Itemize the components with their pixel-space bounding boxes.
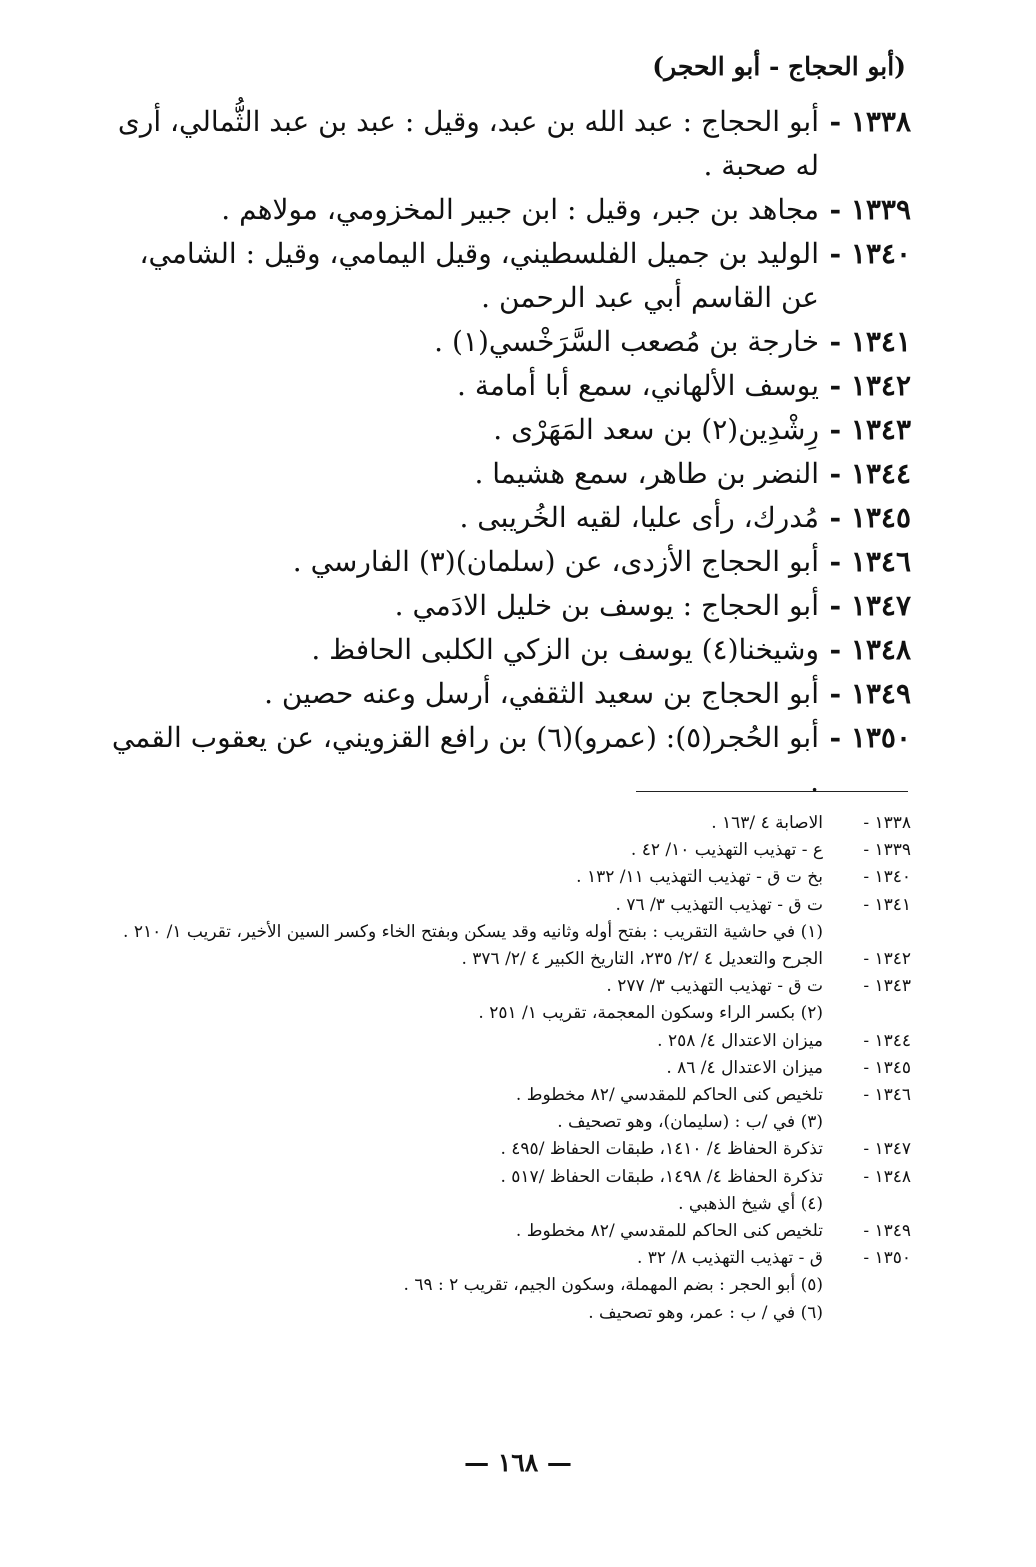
entry [111, 408, 911, 452]
entry [111, 540, 911, 584]
entry-text: خارجة بن مُصعب السَّرَخْسي(١) . [434, 325, 819, 358]
entry-text: يوسف الألهاني، سمع أبا أمامة . [457, 369, 819, 402]
reference-note [111, 946, 911, 973]
entry-text: مُدرك، رأى عليا، لقيه الخُريبى . [459, 501, 819, 534]
reference-number: ١٣٤٥ - [863, 1057, 911, 1078]
entry-text: النضر بن طاهر، سمع هشيما . [474, 457, 819, 490]
reference-number: ١٣٤١ - [863, 894, 911, 915]
reference-note [111, 810, 911, 837]
reference-number: ١٣٤٩ - [863, 1221, 911, 1242]
entry-number: ١٣٣٩ - [829, 193, 911, 226]
references-and-footnotes [111, 810, 911, 1327]
entry-text: الوليد بن جميل الفلسطيني، وقيل اليمامي، وقيل : الشامي، عن القاسم أبي عبد الرحمن . [139, 237, 819, 314]
reference-note [111, 1055, 911, 1082]
entry [111, 364, 911, 408]
reference-text: ميزان الاعتدال ٤/ ٨٦ . [666, 1057, 823, 1078]
biography-entries [111, 100, 911, 804]
reference-number: ١٣٤٧ - [863, 1139, 911, 1160]
running-header: (أبو الحجاج - أبو الحجر) [652, 52, 906, 81]
reference-number: ١٣٤٢ - [863, 949, 911, 970]
reference-text: ق - تهذيب التهذيب ٨/ ٣٢ . [636, 1248, 823, 1269]
entry-number: ١٣٥٠ - [829, 721, 911, 754]
entry [111, 584, 911, 628]
entry-text: أبو الحجاج : عبد الله بن عبد، وقيل : عبد بن عبد الثُّمالي، أرى له صحبة . [117, 105, 819, 182]
reference-text: تذكرة الحفاظ ٤/ ١٤١٠، طبقات الحفاظ /٤٩٥ . [500, 1139, 823, 1160]
reference-text: ميزان الاعتدال ٤/ ٢٥٨ . [657, 1030, 823, 1051]
entry [111, 320, 911, 364]
entry [111, 672, 911, 716]
reference-number: ١٣٤٨ - [863, 1166, 911, 1187]
entry-number: ١٣٤٧ - [829, 589, 911, 622]
entry-text: رِشْدِين(٢) بن سعد المَهَرْى . [493, 413, 819, 446]
entry [111, 452, 911, 496]
reference-note [111, 1245, 911, 1272]
reference-text: ت ق - تهذيب التهذيب ٣/ ٧٦ . [615, 894, 823, 915]
footnote: (٢) بكسر الراء وسكون المعجمة، تقريب ١/ ٢٥١ . [478, 1003, 823, 1024]
entry-number: ١٣٤٢ - [829, 369, 911, 402]
footnote: (١) في حاشية التقريب : بفتح أوله وثانيه وقد يسكن وبفتح الخاء وكسر السين الأخير، تقريب ١/ ٢١٠ . [123, 921, 823, 942]
reference-text: تلخيص كنى الحاكم للمقدسي /٨٢ مخطوط . [515, 1085, 823, 1106]
reference-note [111, 1164, 911, 1191]
entry-text: أبو الحجاج بن سعيد الثقفي، أرسل وعنه حصين . [264, 677, 819, 710]
reference-number: ١٣٣٩ - [863, 840, 911, 861]
footnote-separator [636, 791, 908, 792]
reference-note [111, 1136, 911, 1163]
footnote: (٦) في / ب : عمر، وهو تصحيف . [588, 1302, 823, 1323]
reference-note [111, 1082, 911, 1109]
reference-text: الجرح والتعديل ٤ /٢/ ٢٣٥، التاريخ الكبير ٤ /٢/ ٣٧٦ . [461, 949, 823, 970]
reference-number: ١٣٣٨ - [863, 813, 911, 833]
entry [111, 628, 911, 672]
footnote: (٥) أبو الحجر : بضم المهملة، وسكون الجيم، تقريب ٢ : ٦٩ . [403, 1275, 823, 1296]
entry [111, 496, 911, 540]
page-number: — ١٦٨ — [464, 1448, 572, 1477]
entry-number: ١٣٤٤ - [829, 457, 911, 490]
reference-note [111, 892, 911, 919]
reference-text: ع - تهذيب التهذيب ١٠/ ٤٢ . [630, 840, 823, 861]
entry-number: ١٣٤٥ - [829, 501, 911, 534]
footnote: (٣) في /ب : (سليمان)، وهو تصحيف . [557, 1112, 823, 1133]
reference-note [111, 1028, 911, 1055]
entry [111, 232, 911, 320]
reference-number: ١٣٤٣ - [863, 976, 911, 997]
entry-number: ١٣٤٣ - [829, 413, 911, 446]
reference-number: ١٣٥٠ - [863, 1248, 911, 1269]
reference-note [111, 1218, 911, 1245]
reference-note [111, 973, 911, 1000]
reference-note [111, 837, 911, 864]
reference-text: الاصابة ٤ /١٦٣ . [711, 813, 823, 833]
entry-number: ١٣٤٠ - [829, 237, 911, 270]
entry-number: ١٣٤١ - [829, 325, 911, 358]
entry-number: ١٣٤٨ - [829, 633, 911, 666]
entry-text: أبو الحُجر(٥): (عمرو)(٦) بن رافع القزويني، عن يعقوب القمي . [111, 721, 819, 798]
reference-text: ت ق - تهذيب التهذيب ٣/ ٢٧٧ . [606, 976, 823, 997]
entry-text: وشيخنا(٤) يوسف بن الزكي الكلبى الحافظ . [311, 633, 819, 666]
reference-text: بخ ت ق - تهذيب التهذيب ١١/ ١٣٢ . [576, 867, 823, 888]
entry-number: ١٣٤٦ - [829, 545, 911, 578]
reference-number: ١٣٤٦ - [863, 1085, 911, 1106]
entry-text: مجاهد بن جبر، وقيل : ابن جبير المخزومي، مولاهم . [221, 193, 819, 226]
entry [111, 188, 911, 232]
reference-text: تذكرة الحفاظ ٤/ ١٤٩٨، طبقات الحفاظ /٥١٧ . [500, 1166, 823, 1187]
reference-number: ١٣٤٤ - [863, 1030, 911, 1051]
entry-number: ١٣٣٨ - [829, 105, 911, 138]
entry [111, 100, 911, 188]
reference-note [111, 864, 911, 891]
reference-number: ١٣٤٠ - [863, 867, 911, 888]
entry-text: أبو الحجاج : يوسف بن خليل الادَمي . [394, 589, 819, 622]
entry-text: أبو الحجاج الأزدى، عن (سلمان)(٣) الفارسي . [292, 545, 819, 578]
reference-text: تلخيص كنى الحاكم للمقدسي /٨٢ مخطوط . [515, 1221, 823, 1242]
entry-number: ١٣٤٩ - [829, 677, 911, 710]
footnote: (٤) أي شيخ الذهبي . [678, 1193, 823, 1214]
